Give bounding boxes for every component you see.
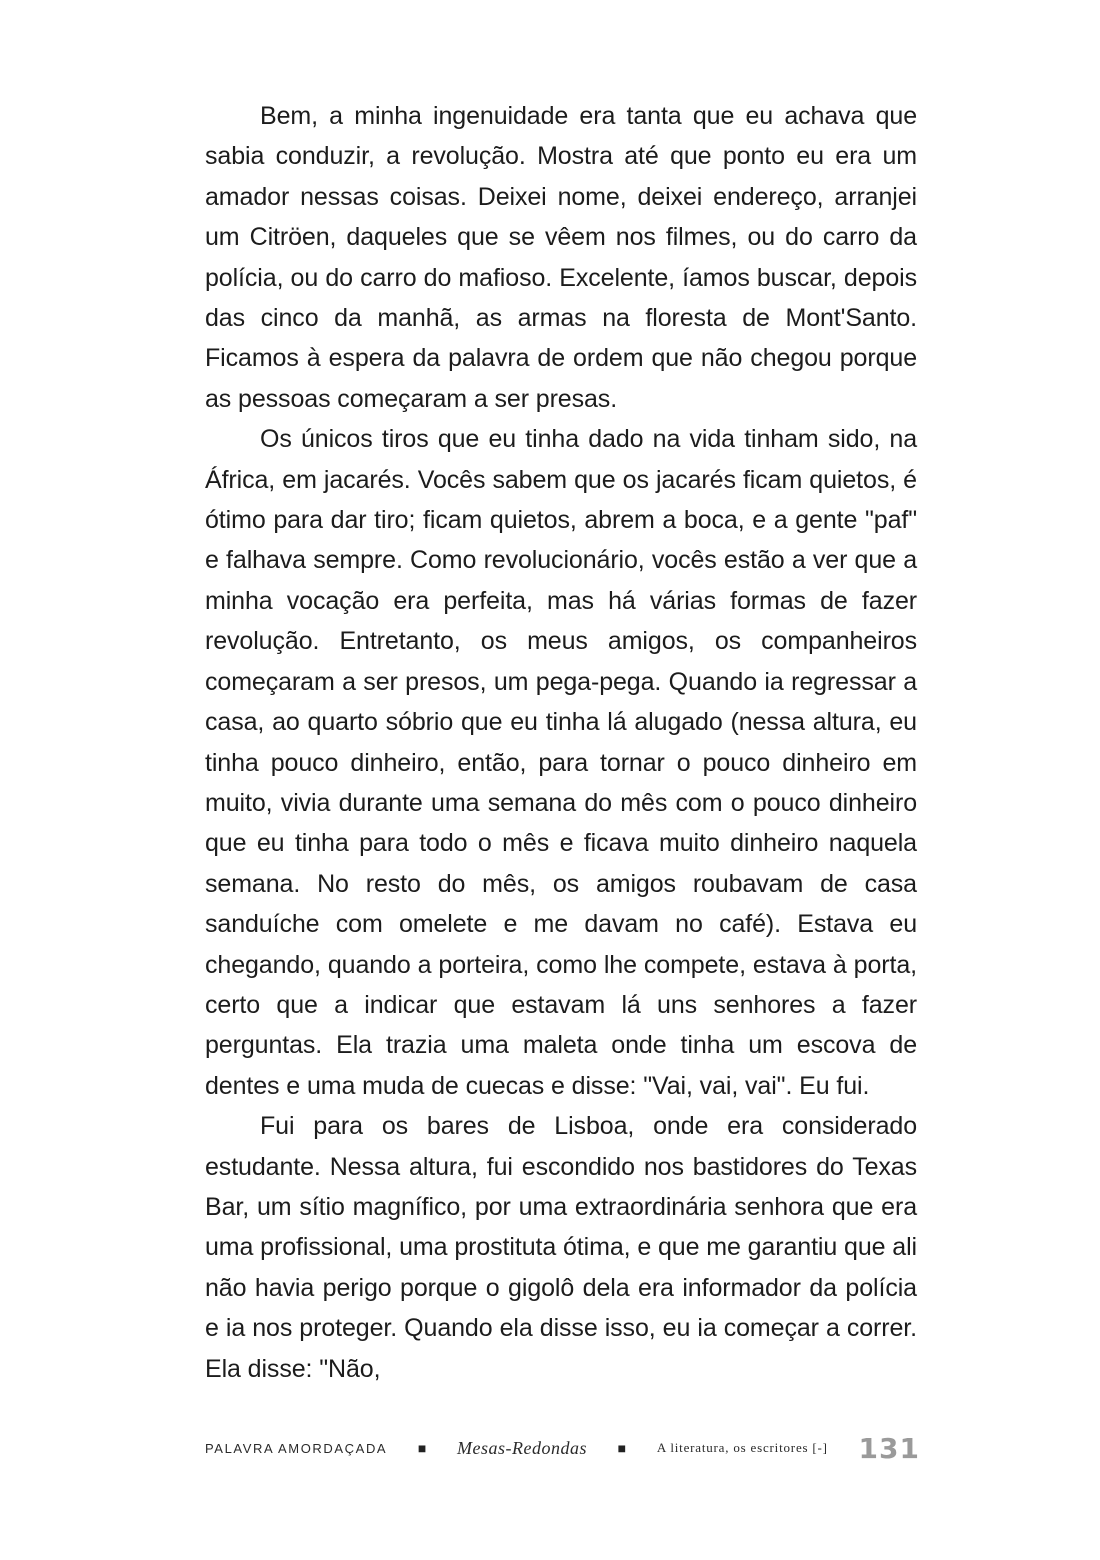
footer-separator: ■ [417,1440,427,1456]
footer-separator: ■ [617,1440,627,1456]
footer-section: A literatura, os escritores [-] [656,1440,828,1455]
footer-book-title: PALAVRA AMORDAÇADA [205,1440,388,1456]
paragraph: Bem, a minha ingenuidade era tanta que eu achava que sabia conduzir, a revolução. Mostra até que ponto eu era um amador nessas coisas. Deixei nome, deixei endereço, arranjei um Citröen, daqueles que se vêem nos filmes, ou do carro da polícia, ou do carro do mafioso. Excelente, íamos buscar, depois das cinco da manhã, as armas na floresta de Mont'Santo. Ficamos à espera da palavra de ordem que não chegou porque as pessoas começaram a ser presas. [205,102,917,413]
footer-series: Mesas-Redondas [457,1437,587,1458]
paragraph: Os únicos tiros que eu tinha dado na vida tinham sido, na África, em jacarés. Vocês sabem que os jacarés ficam quietos, é ótimo para dar tiro; ficam quietos, abrem a boca, e a gente "paf" e falhava sempre. Como revolucionário, vocês estão a ver que a minha vocação era perfeita, mas há várias formas de fazer revolução. Entretanto, os meus amigos, os companheiros começaram a ser presos, um pega-pega. Quando ia regressar a casa, ao quarto sóbrio que eu tinha lá alugado (nessa altura, eu tinha pouco dinheiro, então, para tornar o pouco dinheiro em muito, vivia durante uma semana do mês com o pouco dinheiro que eu tinha para todo o mês e ficava muito dinheiro naquela semana. No resto do mês, os amigos roubavam de casa sanduíche com omelete e me davam no café). Estava eu chegando, quando a porteira, como lhe compete, estava à porta, certo que a indicar que estavam lá uns senhores a fazer perguntas. Ela trazia uma maleta onde tinha um escova de dentes e uma muda de cuecas e disse: "Vai, vai, vai". Eu fui. [205,425,917,1100]
paragraph: Fui para os bares de Lisboa, onde era considerado estudante. Nessa altura, fui escondido nos bastidores do Texas Bar, um sítio magnífico, por uma extraordinária senhora que era uma profissional, uma prostituta ótima, e que me garantiu que ali não havia perigo porque o gigolô dela era informador da polícia e ia nos proteger. Quando ela disse isso, eu ia começar a correr. Ela disse: "Não, [205,1112,917,1383]
page-footer [205,1428,920,1468]
page-number: 131 [858,1431,920,1465]
page-body [205,96,917,1389]
